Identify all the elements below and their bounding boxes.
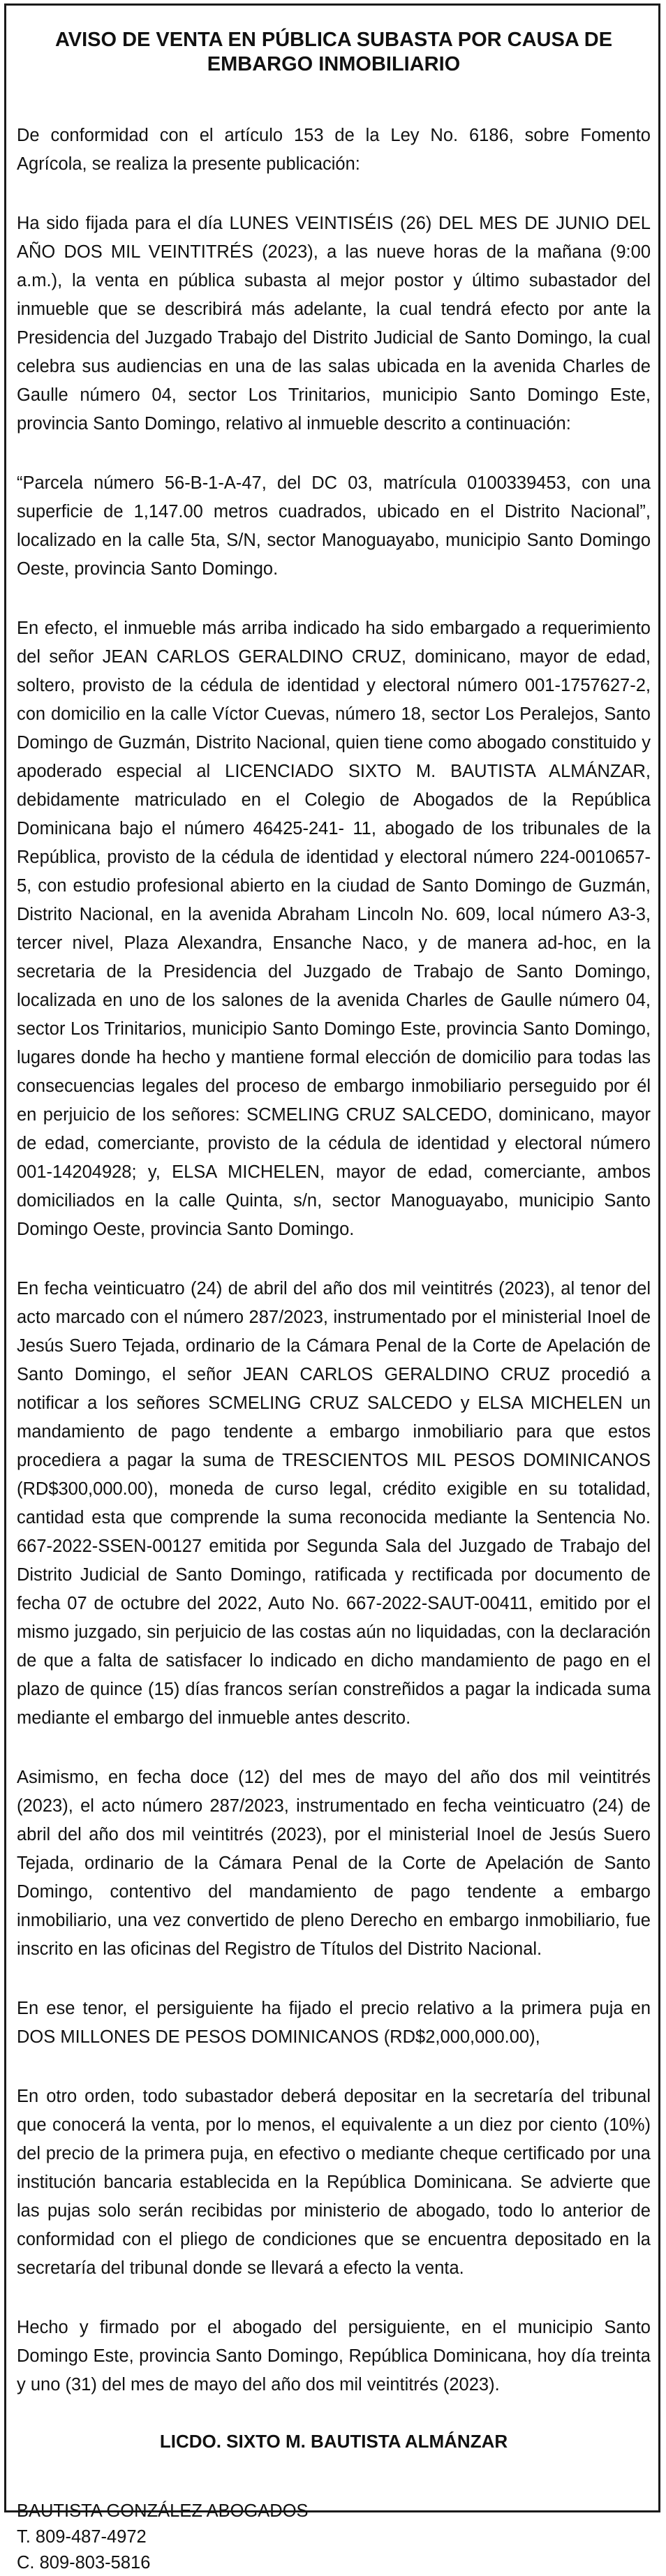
cell-number: C. 809-803-5816 xyxy=(17,2553,151,2573)
notice-title-line-2: EMBARGO INMOBILIARIO xyxy=(207,53,461,75)
paragraph-first-bid-price: En ese tenor, el persiguiente ha fijado el precio relativo a la primera puja en DOS MILLONES DE PESOS DOMINICANOS (RD$2,000,000.00), xyxy=(17,1999,651,2047)
notice-content xyxy=(17,28,651,2576)
paragraph-property-description: “Parcela número 56-B-1-A-47, del DC 03, matrícula 0100339453, con una superficie de 1,147.00 metros cuadrados, ubicado en el Distrito Nacional”, localizado en la calle 5ta, S/N, sector Manoguayabo, municipio Santo Domingo Oeste, provincia Santo Domingo. xyxy=(17,473,651,579)
paragraph-legal-basis: De conformidad con el artículo 153 de la Ley No. 6186, sobre Fomento Agrícola, se realiza la presente publicación: xyxy=(17,126,651,174)
notice-title-line-1: AVISO DE VENTA EN PÚBLICA SUBASTA POR CAUSA DE xyxy=(54,29,613,51)
notice-title xyxy=(17,28,651,77)
paragraph-registration: Asimismo, en fecha doce (12) del mes de mayo del año dos mil veintitrés (2023), el acto número 287/2023, instrumentado en fecha veinticuatro (24) de abril del año dos mil veintitrés (2023), por el ministerial Inoel de Jesús Suero Tejada, ordinario de la Cámara Penal de la Corte de Apelación de Santo Domingo, contentivo del mandamiento de pago tendente a embargo inmobiliario, una vez convertido de pleno Derecho en embargo inmobiliario, fue inscrito en las oficinas del Registro de Títulos del Distrito Nacional. xyxy=(17,1768,651,1959)
paragraph-auction-date: Ha sido fijada para el día LUNES VEINTISÉIS (26) DEL MES DE JUNIO DEL AÑO DOS MIL VEINTITRÉS (2023), a las nueve horas de la mañana (9:00 a.m.), la venta en pública subasta al mejor postor y último subastador del inmueble que se describirá más adelante, la cual tendrá efecto por ante la Presidencia del Juzgado Trabajo del Distrito Judicial de Santo Domingo, la cual celebra sus audiencias en una de las salas ubicada en la avenida Charles de Gaulle número 04, sector Los Trinitarios, municipio Santo Domingo Este, provincia Santo Domingo, relativo al inmueble descrito a continuación: xyxy=(17,214,651,434)
lawyer-signature: LICDO. SIXTO M. BAUTISTA ALMÁNZAR xyxy=(159,2431,508,2452)
law-firm-name: BAUTISTA GONZÁLEZ ABOGADOS xyxy=(17,2501,309,2521)
contact-block xyxy=(17,2499,651,2576)
paragraph-signed-date: Hecho y firmado por el abogado del persiguiente, en el municipio Santo Domingo Este, provincia Santo Domingo, República Dominicana, hoy día treinta y uno (31) del mes de mayo del año dos mil veintitrés (2023). xyxy=(17,2318,651,2394)
paragraph-payment-order: En fecha veinticuatro (24) de abril del año dos mil veintitrés (2023), al tenor del acto marcado con el número 287/2023, instrumentado por el ministerial Inoel de Jesús Suero Tejada, ordinario de la Cámara Penal de la Corte de Apelación de Santo Domingo, el señor JEAN CARLOS GERALDINO CRUZ procedió a notificar a los señores SCMELING CRUZ SALCEDO y ELSA MICHELEN un mandamiento de pago tendente a embargo inmobiliario para que estos procediera a pagar la suma de TRESCIENTOS MIL PESOS DOMINICANOS (RD$300,000.00), moneda de curso legal, crédito exigible en su totalidad, cantidad esta que comprende la suma reconocida mediante la Sentencia No. 667-2022-SSEN-00127 emitida por Segunda Sala del Juzgado de Trabajo del Distrito Judicial de Santo Domingo, ratificada y rectificada por documento de fecha 07 de octubre del 2022, Auto No. 667-2022-SAUT-00411, emitido por el mismo juzgado, sin perjuicio de las costas aún no liquidadas, con la declaración de que a falta de satisfacer lo indicado en dicho mandamiento de pago en el plazo de quince (15) días francos serían constreñidos a pagar la indicada suma mediante el embargo del inmueble antes descrito. xyxy=(17,1279,651,1728)
paragraph-seizure-parties: En efecto, el inmueble más arriba indicado ha sido embargado a requerimiento del señor JEAN CARLOS GERALDINO CRUZ, dominicano, mayor de edad, soltero, provisto de la cédula de identidad y electoral número 001-1757627-2, con domicilio en la calle Víctor Cuevas, número 18, sector Los Peralejos, Santo Domingo de Guzmán, Distrito Nacional, quien tiene como abogado constituido y apoderado especial al LICENCIADO SIXTO M. BAUTISTA ALMÁNZAR, debidamente matriculado en el Colegio de Abogados de la República Dominicana bajo el número 46425-241- 11, abogado de los tribunales de la República, provisto de la cédula de identidad y electoral número 224-0010657-5, con estudio profesional abierto en la ciudad de Santo Domingo de Guzmán, Distrito Nacional, en la avenida Abraham Lincoln No. 609, local número A3-3, tercer nivel, Plaza Alexandra, Ensanche Naco, y de manera ad-hoc, en la secretaria de la Presidencia del Juzgado de Trabajo de Santo Domingo, localizada en uno de los salones de la avenida Charles de Gaulle número 04, sector Los Trinitarios, municipio Santo Domingo Este, provincia Santo Domingo, lugares donde ha hecho y mantiene formal elección de domicilio para todas las consecuencias legales del proceso de embargo inmobiliario perseguido por él en perjuicio de los señores: SCMELING CRUZ SALCEDO, dominicano, mayor de edad, comerciante, provisto de la cédula de identidad y electoral número 001-14204928; y, ELSA MICHELEN, mayor de edad, comerciante, ambos domiciliados en la calle Quinta, s/n, sector Manoguayabo, municipio Santo Domingo Oeste, provincia Santo Domingo. xyxy=(17,619,651,1239)
paragraph-bidder-deposit: En otro orden, todo subastador deberá depositar en la secretaría del tribunal que conocerá la venta, por lo menos, el equivalente a un diez por ciento (10%) del precio de la primera puja, en efectivo o mediante cheque certificado por una institución bancaria establecida en la República Dominicana. Se advierte que las pujas solo serán recibidas por ministerio de abogado, todo lo anterior de conformidad con el pliego de condiciones que se encuentra depositado en la secretaría del tribunal donde se llevará a efecto la venta. xyxy=(17,2087,651,2278)
phone-number: T. 809-487-4972 xyxy=(17,2527,147,2547)
